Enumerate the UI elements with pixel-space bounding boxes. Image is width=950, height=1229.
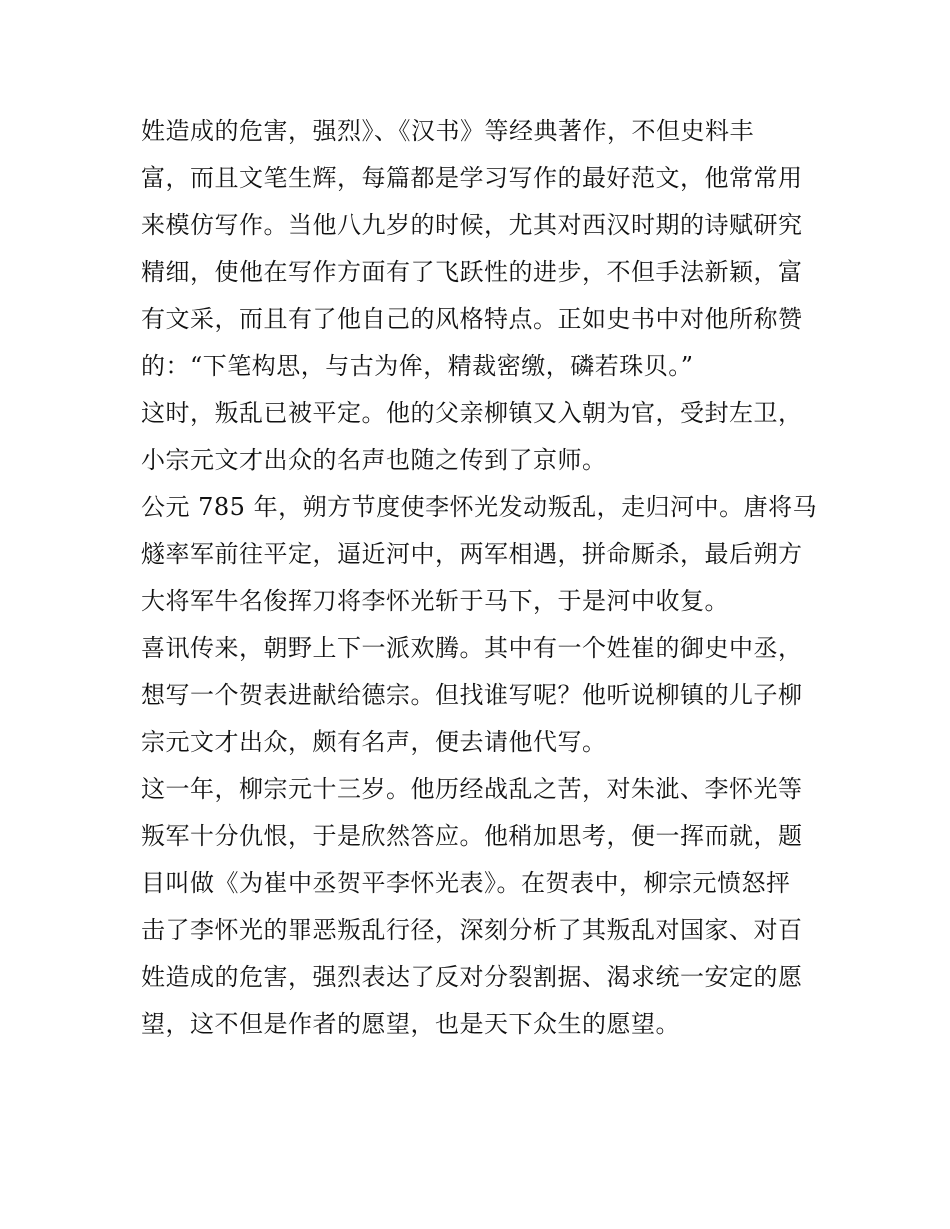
text-line: 望，这不但是作者的愿望，也是天下众生的愿望。	[141, 1010, 680, 1038]
text-line: 富，而且文笔生辉，每篇都是学习写作的最好范文，他常常用	[141, 164, 803, 192]
text-line: 小宗元文才出众的名声也随之传到了京师。	[141, 446, 607, 474]
text-line: 姓造成的危害，强烈表达了反对分裂割据、渴求统一安定的愿	[141, 963, 803, 991]
text-line: 想写一个贺表进献给德宗。但找谁写呢？他听说柳镇的儿子柳	[141, 681, 803, 709]
document-body	[141, 108, 818, 1048]
paragraph-2	[141, 390, 813, 484]
text-line: 这时，叛乱已被平定。他的父亲柳镇又入朝为官，受封左卫，	[141, 399, 803, 427]
text-line: 这一年，柳宗元十三岁。他历经战乱之苦，对朱泚、李怀光等	[141, 775, 803, 803]
text-line: 大将军牛名俊挥刀将李怀光斩于马下，于是河中收复。	[141, 587, 729, 615]
text-line: 叛军十分仇恨，于是欣然答应。他稍加思考，便一挥而就，题	[141, 822, 803, 850]
text-line: 精细，使他在写作方面有了飞跃性的进步，不但手法新颖，富	[141, 258, 803, 286]
text-line: 姓造成的危害，强烈》、《汉书》等经典著作，不但史料丰	[141, 117, 754, 145]
paragraph-1	[141, 108, 813, 390]
text-line: 喜讯传来，朝野上下一派欢腾。其中有一个姓崔的御史中丞，	[141, 634, 803, 662]
text-line: 宗元文才出众，颇有名声，便去请他代写。	[141, 728, 607, 756]
paragraph-3	[141, 484, 818, 625]
text-line: 击了李怀光的罪恶叛乱行径，深刻分析了其叛乱对国家、对百	[141, 916, 803, 944]
text-line: 公元 785 年，朔方节度使李怀光发动叛乱，走归河中。唐将马	[141, 493, 818, 521]
paragraph-5	[141, 766, 813, 1048]
text-line: 燧率军前往平定，逼近河中，两军相遇，拼命厮杀，最后朔方	[141, 540, 803, 568]
text-line: 有文采，而且有了他自己的风格特点。正如史书中对他所称赞	[141, 305, 803, 333]
paragraph-4	[141, 625, 813, 766]
text-line: 目叫做《为崔中丞贺平李怀光表》。在贺表中，柳宗元愤怒抨	[141, 869, 791, 897]
text-line: 来模仿写作。当他八九岁的时候，尤其对西汉时期的诗赋研究	[141, 211, 803, 239]
text-line: 的：“下笔构思，与古为侔，精裁密缴，磷若珠贝。”	[141, 352, 694, 380]
